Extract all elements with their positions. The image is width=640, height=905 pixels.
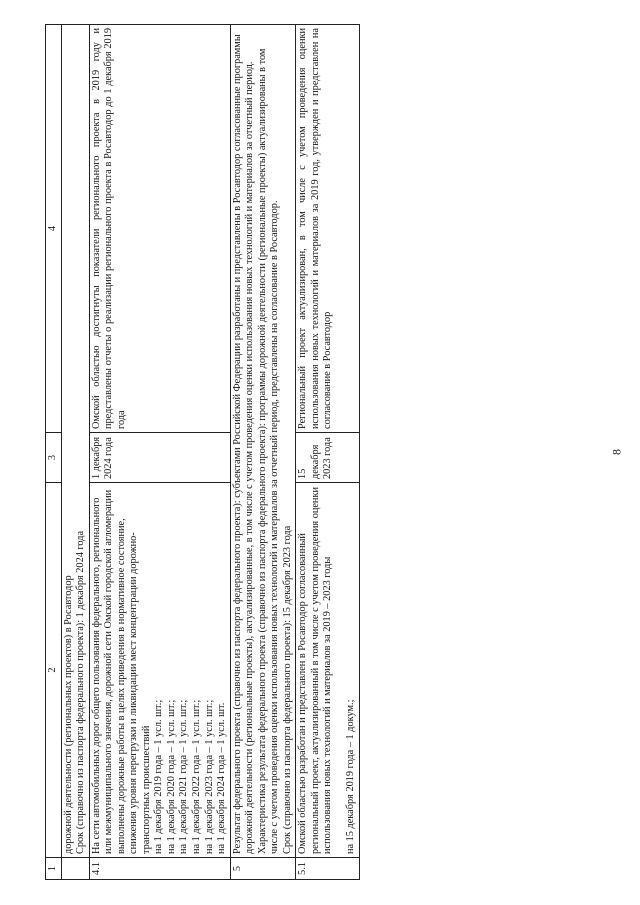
section-cell <box>61 25 89 858</box>
section-title: дорожной деятельности (региональных проектов) в Росавтодор <box>62 575 74 854</box>
header-col-1: 1 <box>46 858 62 880</box>
rotated-landscape-page <box>45 25 612 880</box>
list-item: на 1 декабря 2019 года – 1 усл. шт.; <box>153 699 165 854</box>
header-row <box>46 25 62 880</box>
header-col-2: 2 <box>46 483 62 858</box>
federal-result-cell <box>230 25 296 858</box>
project-table <box>45 24 360 880</box>
federal-result-characteristic: Характеристика результата федерального проекта (справочно из паспорта федерального проекта): программы дорожной деятельности (региональные проекты) актуализированы в том числе с учетом проведения оценки использования новых технологий и материалов за отчетный период, представлены на согласование в Росавтодор. <box>256 48 281 854</box>
list-item: на 1 декабря 2023 года – 1 усл. шт.; <box>203 699 215 854</box>
row-description-cell <box>296 483 359 858</box>
spacer <box>335 486 345 854</box>
federal-result-deadline: Срок (справочно из паспорта федерального проекта): 15 декабря 2023 года <box>281 525 293 854</box>
row-number: 4.1 <box>89 858 230 880</box>
row-number: 5.1 <box>296 858 359 880</box>
table-row-5 <box>230 25 296 880</box>
row-description: Омской областью разработан и представлен в Росавтодор согласованный региональный проект, актуализированный в том числе с учетом проведения оценки использования новых технологий и материалов за 2019 – 2023 годы <box>297 487 334 854</box>
row-result: Региональный проект актуализирован, в том числе с учетом проведения оценки использования новых технологий и материалов за 2019 год, утвержден и представлен на согласование в Росавтодор <box>296 25 359 433</box>
section-num-cell <box>61 858 89 880</box>
header-col-3: 3 <box>46 433 62 483</box>
table-row-5-1 <box>296 25 359 880</box>
row-description: На сети автомобильных дорог общего пользования федерального, регионального или межмуниципального значения, дорожной сети Омской городской агломерации выполнены дорожные работы в целях приведения в нормативное состояние, снижения уровня перегрузки и ликвидации мест концентрации дорожно-транспортных происшествий <box>90 489 152 854</box>
list-item: на 1 декабря 2024 года – 1 усл. шт. <box>216 702 228 854</box>
federal-result-text: Результат федерального проекта (справочно из паспорта федерального проекта): субъектами Российской Федерации разработаны и представлены в Росавтодор согласованные программы дорожной деятельности (региональные проекты), актуализированные, в том числе с учетом проведения оценки использования новых технологий и материалов за отчетный период. <box>231 34 256 854</box>
section-deadline: Срок (справочно из паспорта федерального проекта): 1 декабря 2024 года <box>75 530 87 854</box>
header-col-4: 4 <box>46 25 62 433</box>
row-result: Омской областью достигнуты показатели регионального проекта в 2019 году и представлены отчеты о реализации регионального проекта в Росавтодор до 1 декабря 2019 года <box>89 25 230 433</box>
row-number: 5 <box>230 858 296 880</box>
section-row <box>61 25 89 880</box>
row-date: 1 декабря 2024 года <box>89 433 230 483</box>
row-description-cell <box>89 483 230 858</box>
row-date: 15 декабря 2023 года <box>296 433 359 483</box>
list-item: на 1 декабря 2020 года – 1 усл. шт.; <box>165 699 177 854</box>
page-number: 8 <box>609 449 624 455</box>
list-item: на 1 декабря 2021 года – 1 усл. шт.; <box>178 699 190 854</box>
list-item: на 15 декабря 2019 года – 1 докум.; <box>345 699 357 854</box>
list-item: на 1 декабря 2022 года – 1 усл. шт.; <box>191 699 203 854</box>
table-row-4-1 <box>89 25 230 880</box>
